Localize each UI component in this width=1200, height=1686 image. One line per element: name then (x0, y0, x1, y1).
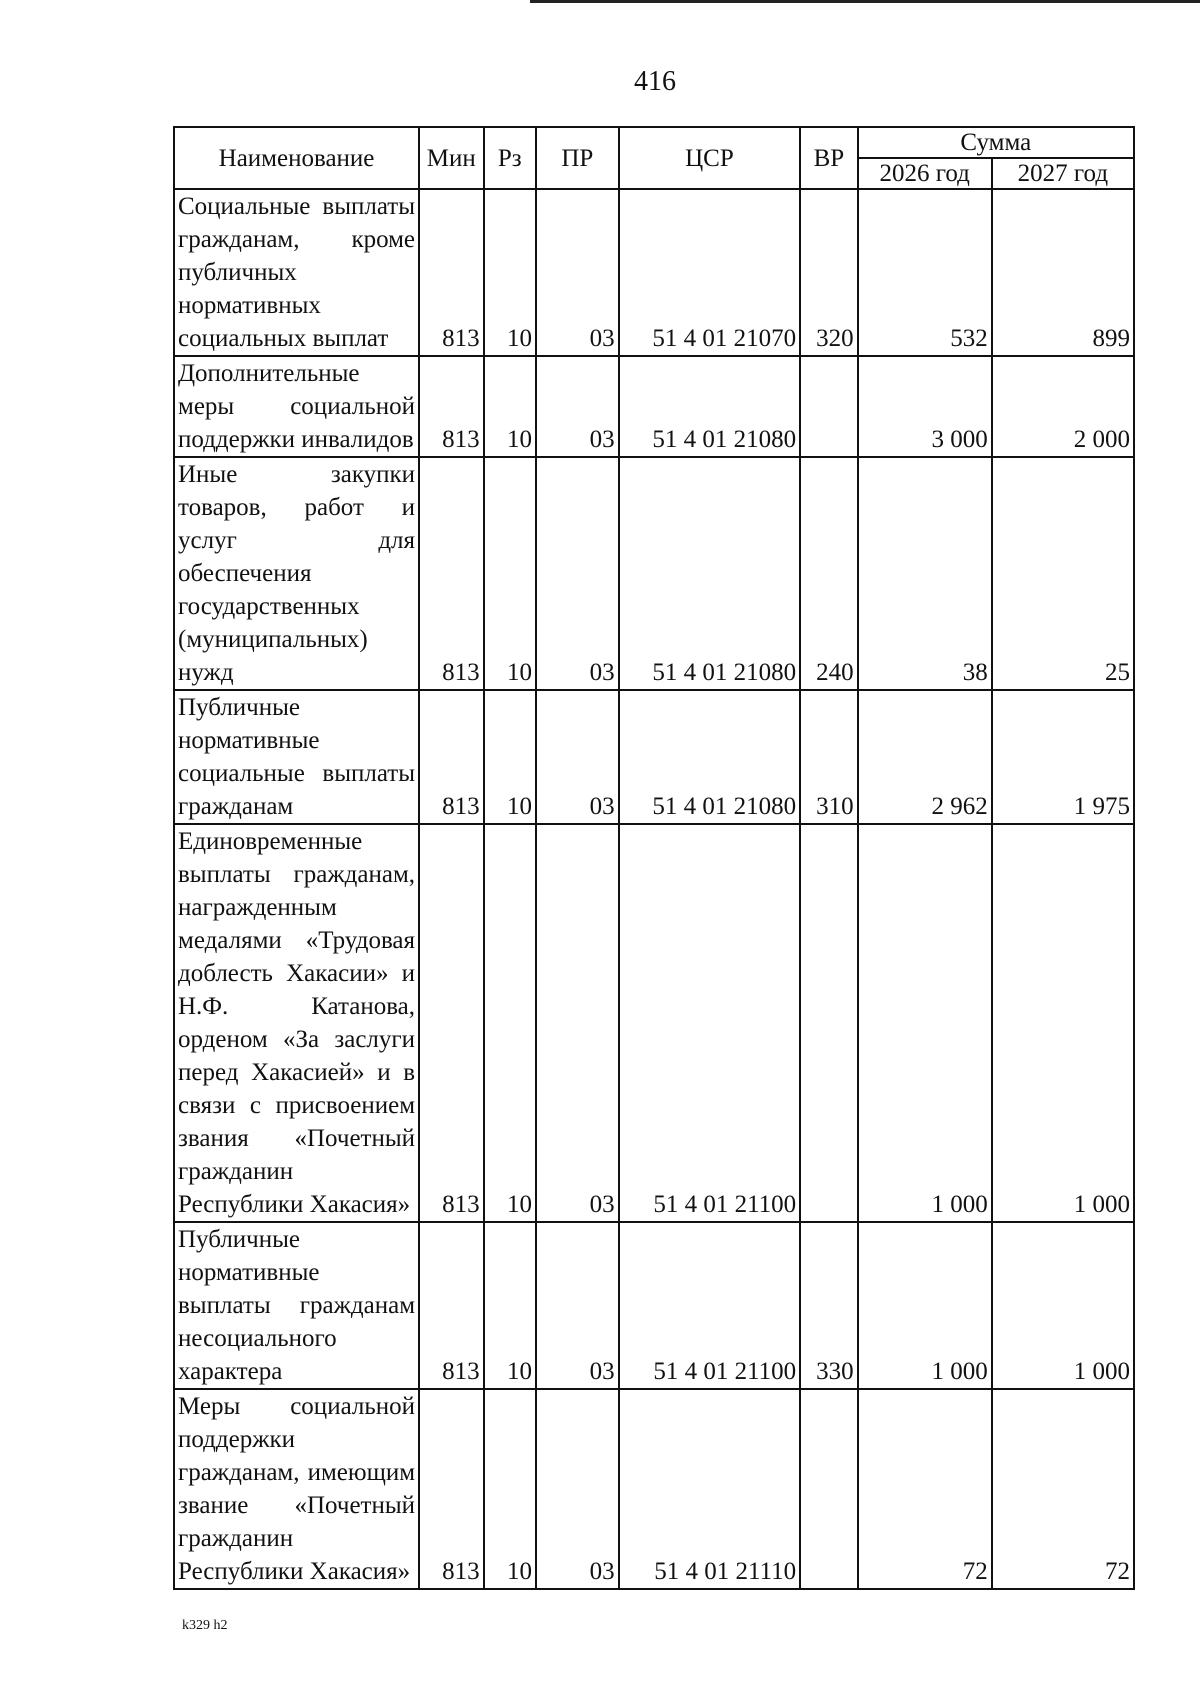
footer-code: k329 h2 (182, 1618, 228, 1633)
table-row (174, 1222, 1134, 1389)
header-csr: ЦСР (619, 127, 801, 189)
row-rz-cell: 10 (484, 690, 536, 824)
row-amount-2027-cell: 1 000 (992, 1222, 1134, 1389)
row-name-cell: Социальные выплаты гражданам, кроме публичных нормативных социальных выплат (174, 189, 419, 356)
row-pr-cell: 03 (536, 1222, 619, 1389)
row-amount-2027-cell: 25 (992, 457, 1134, 690)
table-body (174, 189, 1134, 1589)
row-amount-2027-cell: 1 000 (992, 824, 1134, 1222)
row-rz-cell: 10 (484, 457, 536, 690)
row-csr-cell: 51 4 01 21070 (619, 189, 801, 356)
row-min-cell: 813 (419, 1222, 484, 1389)
row-pr-cell: 03 (536, 1389, 619, 1589)
row-vr-cell: 310 (800, 690, 857, 824)
header-rz: Рз (484, 127, 536, 189)
row-min-cell: 813 (419, 1389, 484, 1589)
row-vr-cell (800, 824, 857, 1222)
row-name-cell: Публичные нормативные социальные выплаты гражданам (174, 690, 419, 824)
table-row (174, 457, 1134, 690)
header-min: Мин (419, 127, 484, 189)
row-rz-cell: 10 (484, 189, 536, 356)
header-vr: ВР (800, 127, 857, 189)
row-vr-cell: 320 (800, 189, 857, 356)
row-csr-cell: 51 4 01 21100 (619, 824, 801, 1222)
table-row (174, 824, 1134, 1222)
row-rz-cell: 10 (484, 1389, 536, 1589)
row-pr-cell: 03 (536, 356, 619, 457)
row-pr-cell: 03 (536, 189, 619, 356)
row-name-cell: Единовременные выплаты гражданам, награжденным медалями «Трудовая доблесть Хакасии» и Н.Ф. Катанова, орденом «За заслуги перед Хакасией» и в связи с присвоением звания «Почетный гражданин Республики Хакасия» (174, 824, 419, 1222)
table-row (174, 1389, 1134, 1589)
page-number: 416 (634, 66, 676, 97)
table-row (174, 189, 1134, 356)
row-name-cell: Иные закупки товаров, работ и услуг для обеспечения государственных (муниципальных) нужд (174, 457, 419, 690)
scan-top-edge (530, 0, 1200, 3)
row-pr-cell: 03 (536, 690, 619, 824)
row-amount-2027-cell: 72 (992, 1389, 1134, 1589)
row-amount-2027-cell: 1 975 (992, 690, 1134, 824)
row-csr-cell: 51 4 01 21110 (619, 1389, 801, 1589)
row-pr-cell: 03 (536, 824, 619, 1222)
row-csr-cell: 51 4 01 21080 (619, 356, 801, 457)
header-year-2026: 2026 год (858, 158, 992, 189)
table-row (174, 356, 1134, 457)
row-rz-cell: 10 (484, 824, 536, 1222)
budget-table (173, 126, 1135, 1590)
row-min-cell: 813 (419, 356, 484, 457)
header-pr: ПР (536, 127, 619, 189)
row-min-cell: 813 (419, 690, 484, 824)
row-amount-2026-cell: 1 000 (858, 1222, 992, 1389)
header-sum: Сумма (858, 127, 1134, 158)
row-vr-cell (800, 356, 857, 457)
row-amount-2026-cell: 1 000 (858, 824, 992, 1222)
row-vr-cell: 330 (800, 1222, 857, 1389)
row-amount-2026-cell: 3 000 (858, 356, 992, 457)
row-rz-cell: 10 (484, 1222, 536, 1389)
row-amount-2026-cell: 72 (858, 1389, 992, 1589)
row-amount-2026-cell: 38 (858, 457, 992, 690)
row-csr-cell: 51 4 01 21100 (619, 1222, 801, 1389)
row-vr-cell: 240 (800, 457, 857, 690)
row-csr-cell: 51 4 01 21080 (619, 457, 801, 690)
row-amount-2027-cell: 2 000 (992, 356, 1134, 457)
row-pr-cell: 03 (536, 457, 619, 690)
row-amount-2027-cell: 899 (992, 189, 1134, 356)
row-name-cell: Дополнительные меры социальной поддержки инвалидов (174, 356, 419, 457)
row-min-cell: 813 (419, 189, 484, 356)
row-min-cell: 813 (419, 457, 484, 690)
header-year-2027: 2027 год (992, 158, 1134, 189)
row-csr-cell: 51 4 01 21080 (619, 690, 801, 824)
row-amount-2026-cell: 2 962 (858, 690, 992, 824)
header-name: Наименование (174, 127, 419, 189)
row-amount-2026-cell: 532 (858, 189, 992, 356)
row-rz-cell: 10 (484, 356, 536, 457)
row-min-cell: 813 (419, 824, 484, 1222)
row-name-cell: Публичные нормативные выплаты гражданам несоциального характера (174, 1222, 419, 1389)
table-row (174, 690, 1134, 824)
row-name-cell: Меры социальной поддержки гражданам, имеющим звание «Почетный гражданин Республики Хакасия» (174, 1389, 419, 1589)
row-vr-cell (800, 1389, 857, 1589)
